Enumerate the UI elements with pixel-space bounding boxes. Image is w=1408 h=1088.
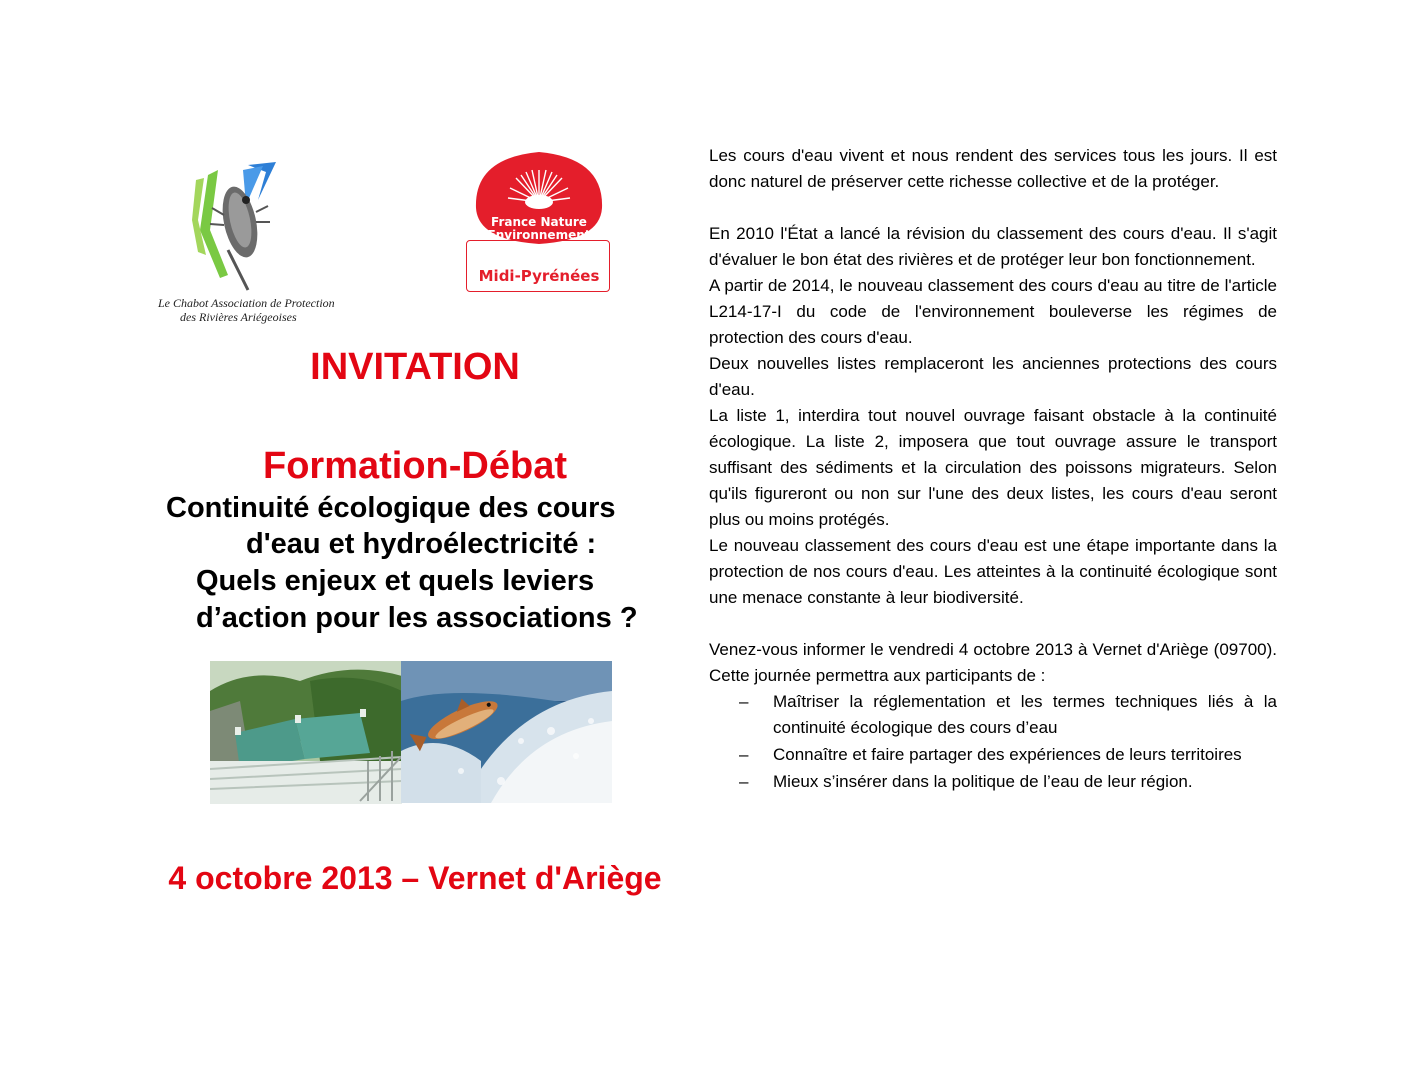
paragraph-invite: Venez-vous informer le vendredi 4 octobre 2013 à Vernet d'Ariège (09700). Cette journée permettra aux participants de :: [709, 640, 1277, 685]
salmon-photo: [401, 661, 612, 803]
bullet-text: Mieux s’insérer dans la politique de l’eau de leur région.: [773, 772, 1193, 791]
list-item: [709, 742, 1277, 768]
list-item: [709, 769, 1277, 795]
subtitle-line-3: Quels enjeux et quels leviers: [196, 565, 595, 597]
objectives-list: [709, 689, 1277, 795]
chabot-logo: [150, 160, 370, 330]
dam-photo: [210, 661, 402, 804]
event-date-location: 4 octobre 2013 – Vernet d'Ariège: [168, 860, 662, 896]
formation-title: Formation-Débat: [263, 445, 567, 487]
paragraph-2010: En 2010 l'État a lancé la révision du classement des cours d'eau. Il s'agit d'évaluer le bon état des rivières et de protéger leur bon fonctionnement.: [709, 224, 1277, 269]
bullet-dash: –: [739, 692, 749, 711]
bullet-text: Connaître et faire partager des expériences de leurs territoires: [773, 745, 1242, 764]
paragraph-2014: A partir de 2014, le nouveau classement des cours d'eau au titre de l'article L214-17-I du code de l'environnement bouleverse les régimes de protection des cours d'eau.: [709, 276, 1277, 347]
paragraph-lists-detail: La liste 1, interdira tout nouvel ouvrage faisant obstacle à la continuité écologique. La liste 2, imposera que tout ouvrage assure le transport suffisant des sédiments et la circulation des poissons migrateurs. Selon qu'ils figureront ou non sur l'une des deux listes, les cours d'eau seront plus ou moins protégés.: [709, 406, 1277, 529]
invitation-title: INVITATION: [310, 346, 520, 388]
fne-line1: France Nature: [491, 215, 587, 229]
paragraph-intro: Les cours d'eau vivent et nous rendent des services tous les jours. Il est donc naturel de préserver cette richesse collective et de la protéger.: [709, 146, 1277, 191]
body-text: [709, 143, 1277, 796]
chabot-caption-line2: des Rivières Ariégeoises: [180, 310, 297, 324]
chabot-caption-line1: Le Chabot Association de Protection: [158, 296, 335, 310]
chabot-fish-icon: [188, 160, 328, 295]
paragraph-new-lists: Deux nouvelles listes remplaceront les anciennes protections des cours d'eau.: [709, 354, 1277, 399]
fne-logo: [464, 150, 614, 295]
subtitle-line-2: d'eau et hydroélectricité :: [246, 528, 597, 560]
list-item: [709, 689, 1277, 741]
subtitle-line-1: Continuité écologique des cours: [166, 492, 616, 524]
fne-region: Midi-Pyrénées: [478, 267, 600, 285]
fne-line2: Environnement: [487, 228, 591, 242]
bullet-dash: –: [739, 745, 749, 764]
bullet-text: Maîtriser la réglementation et les termes techniques liés à la continuité écologique des cours d’eau: [773, 692, 1277, 737]
paragraph-importance: Le nouveau classement des cours d'eau est une étape importante dans la protection de nos cours d'eau. Les atteintes à la continuité écologique sont une menace constante à leur biodiversité.: [709, 536, 1277, 607]
bullet-dash: –: [739, 772, 749, 791]
subtitle-line-4: d’action pour les associations ?: [196, 602, 638, 634]
